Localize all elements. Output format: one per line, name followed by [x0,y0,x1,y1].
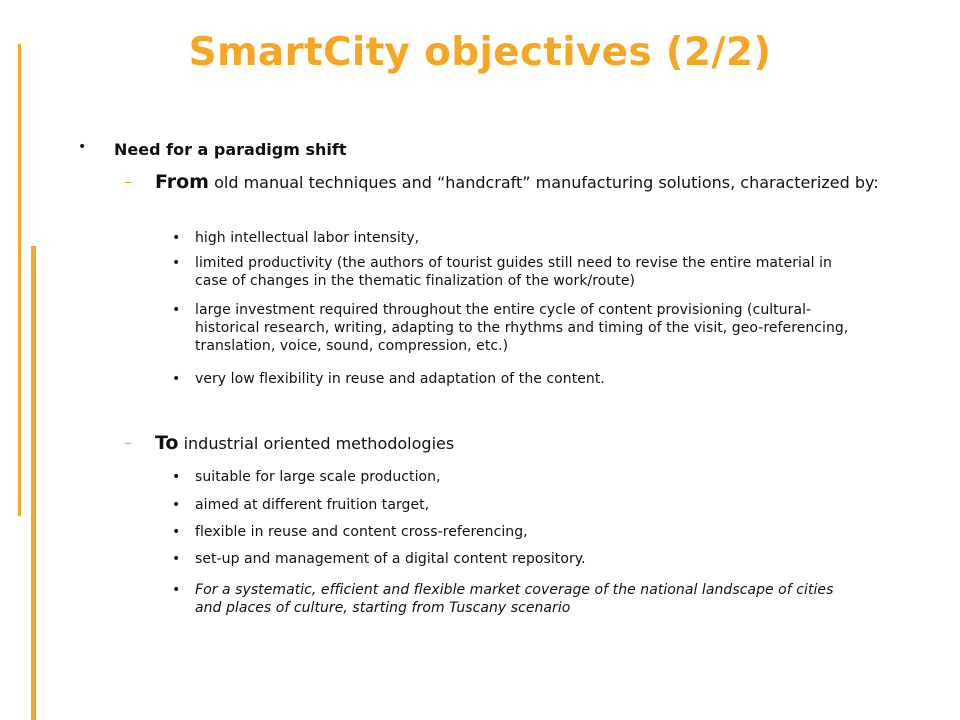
bullet-dot-icon: • [172,469,181,485]
list-item-text: high intellectual labor intensity, [195,230,420,246]
bullet-dot-icon: • [172,582,181,598]
to-lead: To [155,432,179,454]
list-item [172,301,852,355]
bullet-text: Need for a paradigm shift [114,140,347,159]
slide-title: SmartCity objectives (2/2) [188,30,772,75]
bullet-dot-icon: • [172,371,181,387]
subbullet-to [124,433,884,454]
list-item [172,496,852,514]
list-item [172,523,852,541]
decorative-line-thin [18,44,21,516]
list-item-text-italic: For a systematic, efficient and flexible market coverage of the national landscape of cities and places of culture, starting from Tuscany scenario [195,582,834,616]
bullet-dot-icon: • [172,551,181,567]
list-item [172,581,852,617]
bullet-dot-icon: • [172,302,181,318]
list-item-text: very low flexibility in reuse and adaptation of the content. [195,371,605,387]
subbullet-from [124,172,884,193]
subbullet-to-text [155,433,884,454]
list-item [172,254,852,290]
list-item [172,229,852,247]
bullet-dot-icon: • [172,497,181,513]
from-lead: From [155,171,209,193]
list-item-text: suitable for large scale production, [195,469,441,485]
decorative-line-thick [31,246,36,720]
list-item [172,550,852,568]
bullet-dot-icon: • [172,230,181,246]
list-item-text: set-up and management of a digital content repository. [195,551,586,567]
dash-icon: – [124,172,132,191]
list-item-text: flexible in reuse and content cross-referencing, [195,524,528,540]
list-item [172,370,852,388]
subbullet-from-text [155,172,884,193]
to-rest: industrial oriented methodologies [178,434,455,453]
bullet-dot-icon: • [172,255,181,271]
list-item-text: large investment required throughout the entire cycle of content provisioning (cultural-historical research, writing, adapting to the rhythms and timing of the visit, geo-referencing, translation, voice, sound, compression, etc.) [195,302,849,354]
bullet-dot-icon: • [172,524,181,540]
list-item-text: limited productivity (the authors of tourist guides still need to revise the entire material in case of changes in the thematic finalization of the work/route) [195,255,832,289]
list-item-text: aimed at different fruition target, [195,497,430,513]
from-rest: old manual techniques and “handcraft” manufacturing solutions, characterized by: [209,173,879,192]
bullet-dot-icon: • [78,139,87,155]
list-item [172,468,852,486]
dash-icon: – [124,433,132,452]
